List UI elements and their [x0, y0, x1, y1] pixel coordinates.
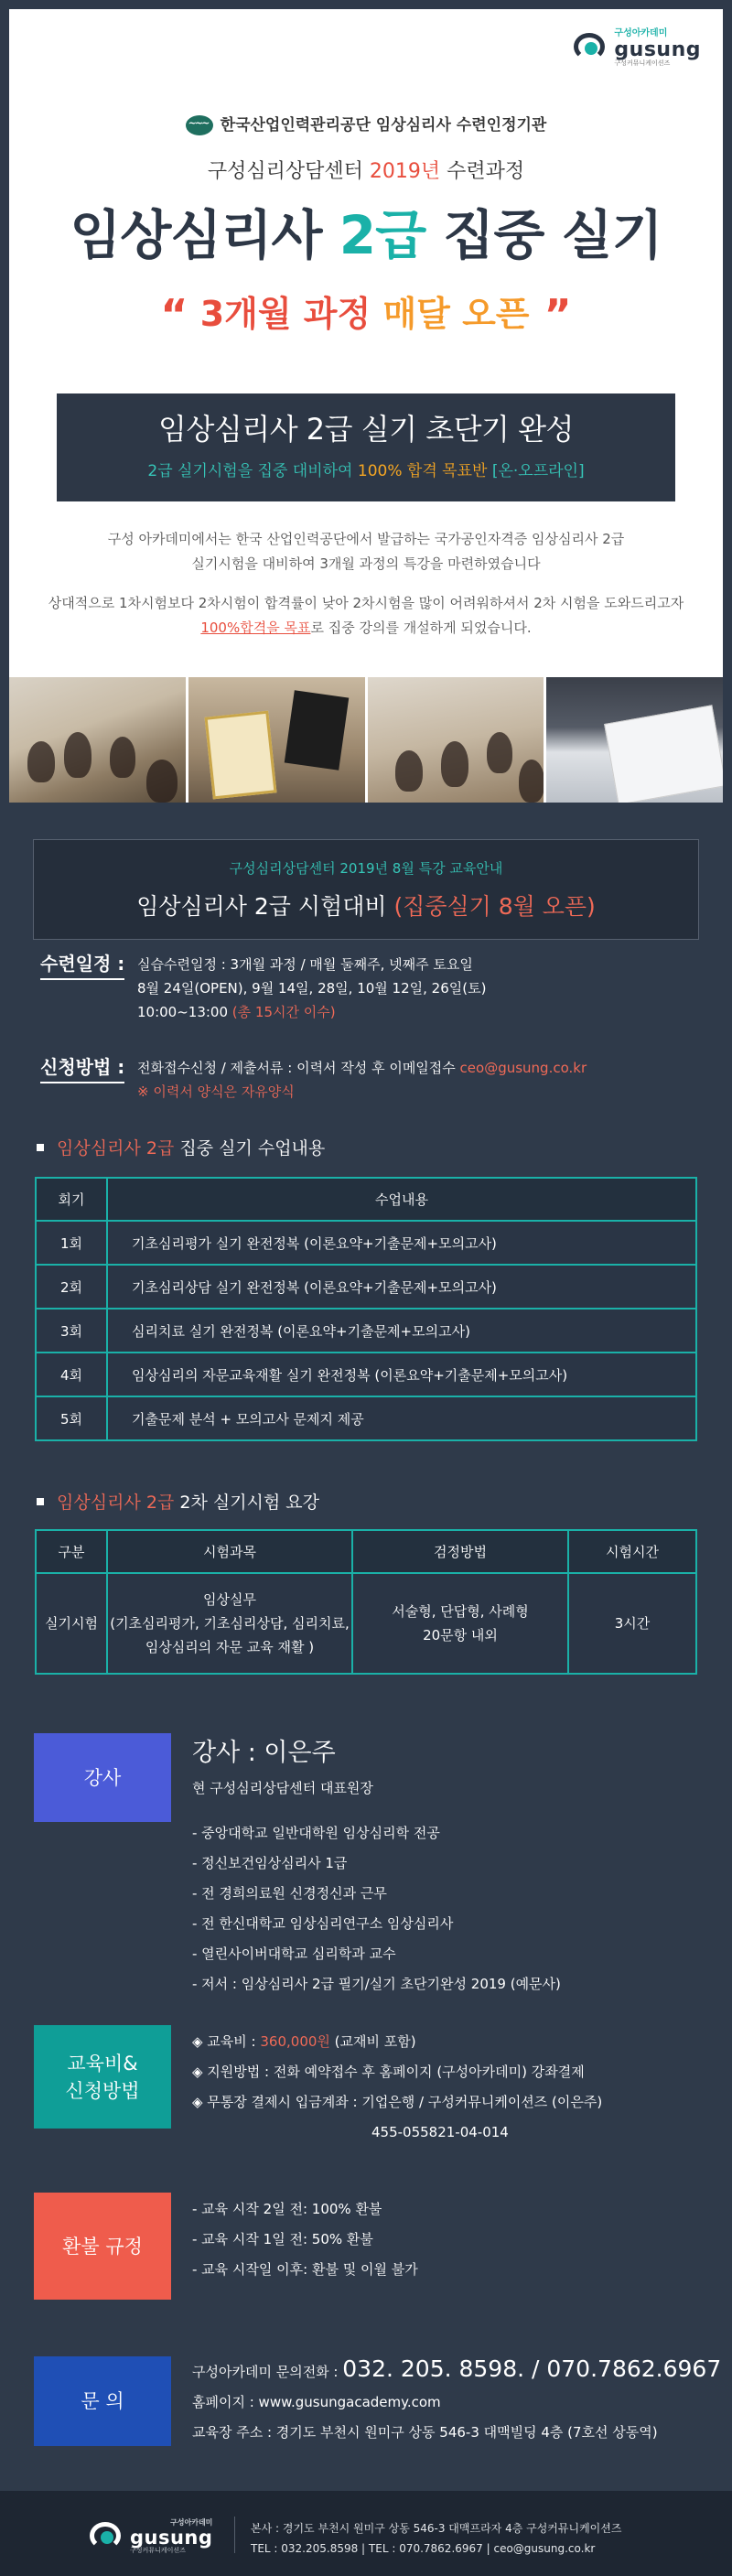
photo-strip [9, 677, 723, 803]
schedule-body: 실습수련일정 : 3개월 과정 / 매월 둘째주, 넷째주 토요일 8월 24일(OPEN), 9월 14일, 28일, 10월 12일, 26일(토) 10:00~13:00 (총 15시간 이수) [137, 956, 487, 1020]
main-title: 임상심리사 2급 집중 실기 [70, 204, 662, 266]
schedule-label: 수련일정 : [40, 949, 124, 980]
course-banner [57, 393, 675, 501]
homepage-link[interactable]: 홈페이지 : www.gusungacademy.com [192, 2394, 441, 2410]
fee-body: ◈ 교육비 : 360,000원 (교재비 포함) ◈ 지원방법 : 전화 예약접수 후 홈페이지 (구성아카데미) 강좌결제 ◈ 무통장 결제시 입금계좌 : 기업은행 / 구성커뮤니케이션즈 (이은주) 455-055821-04-014 [192, 2033, 603, 2140]
open-line: “ 3개월 과정 매달 오픈 ” [160, 290, 572, 340]
footer-divider [234, 2517, 235, 2553]
brand-logo[interactable] [572, 29, 701, 67]
table-row: 1회 기초심리평가 실기 완전정복 (이론요약+기출문제+모의고사) [36, 1221, 696, 1265]
notice-box [33, 839, 699, 940]
apply-label: 신청방법 : [40, 1052, 124, 1083]
list-item: - 교육 시작 2일 전: 100% 환불 [192, 2201, 382, 2217]
footer-text: 본사 : 경기도 부천시 원미구 상동 546-3 대맥프라자 4층 구성커뮤니케이션즈 TEL : 032.205.8598 | TEL : 070.7862.6967 | ceo@gusung.co.kr [251, 2522, 622, 2555]
list-item: - 교육 시작 1일 전: 50% 환불 [192, 2231, 373, 2247]
exam-heading: 임상심리사 2급 2차 실기시험 요강 [37, 1489, 319, 1514]
brand-tag: 구성커뮤니케이션즈 [614, 59, 671, 67]
col-content: 수업내용 [107, 1178, 696, 1221]
list-item: - 교육 시작일 이후: 환불 및 이월 불가 [192, 2261, 418, 2278]
schedule-row [40, 949, 699, 1040]
list-item: - 전 한신대학교 임상심리연구소 임상심리사 [192, 1915, 454, 1932]
center-line: 구성심리상담센터 2019년 수련과정 [207, 160, 525, 183]
list-item: - 열린사이버대학교 심리학과 교수 [192, 1945, 396, 1962]
exam-table: 구분 시험과목 검정방법 시험시간 실기시험 임상실무 (기초심리평가, 기초심리상담, 심리치료, 임상심리의 자문 교육 재활 ) 서술형, 단답형, 사례형 20문항 내외 3시간 [35, 1529, 697, 1675]
list-item: - 전 경희의료원 신경정신과 근무 [192, 1885, 387, 1902]
footer-brand[interactable]: 구성아카데미 gusung 구성커뮤니케이션즈 [88, 2518, 212, 2555]
banner-subtitle: 2급 실기시험을 집중 대비하여 100% 합격 목표반 [온·오프라인] [147, 462, 585, 480]
class-photo [368, 677, 544, 803]
list-item: - 저서 : 임상심리사 2급 필기/실기 초단기완성 2019 (예문사) [192, 1976, 561, 1992]
notice-line2: 임상심리사 2급 시험대비 (집중실기 8월 오픈) [136, 893, 596, 920]
gusung-logo-icon [88, 2518, 124, 2555]
refund-tag: 환불 규정 [34, 2193, 171, 2300]
email-link[interactable]: ceo@gusung.co.kr [459, 1060, 587, 1076]
lecturer-name: 강사 : 이은주 [192, 1739, 336, 1767]
course-heading: 임상심리사 2급 집중 실기 수업내용 [37, 1135, 325, 1159]
fee-tag: 교육비& 신청방법 [34, 2025, 171, 2129]
col-session: 회기 [36, 1178, 107, 1221]
class-photo [9, 677, 186, 803]
brand-name: gusung [614, 38, 701, 61]
certificate-photo [188, 677, 365, 803]
apply-row [40, 1052, 699, 1107]
refund-body [192, 2194, 418, 2285]
footer [0, 2491, 732, 2576]
lecturer-body [192, 1737, 561, 1999]
contact-body: 구성아카데미 문의전화 : 032. 205. 8598. / 070.7862.6967 홈페이지 : www.gusungacademy.com 교육장 주소 : 경기도 부천시 원미구 상동 546-3 대맥빌딩 4층 (7호선 상동역) [192, 2355, 722, 2441]
table-row: 3회 심리치료 실기 완전정복 (이론요약+기출문제+모의고사) [36, 1309, 696, 1353]
list-item: - 중앙대학교 일반대학원 임상심리학 전공 [192, 1825, 440, 1841]
lecturer-tag: 강사 [34, 1733, 171, 1822]
table-row: 2회 기초심리상담 실기 완전정복 (이론요약+기출문제+모의고사) [36, 1265, 696, 1309]
banner-title: 임상심리사 2급 실기 초단기 완성 [158, 412, 574, 447]
notice-line1: 구성심리상담센터 2019년 8월 특강 교육안내 [229, 860, 503, 877]
table-row: 5회 기출문제 분석 + 모의고사 문제지 제공 [36, 1396, 696, 1440]
lecturer-title: 현 구성심리상담센터 대표원장 [192, 1780, 373, 1796]
table-row: 실기시험 임상실무 (기초심리평가, 기초심리상담, 심리치료, 임상심리의 자문 교육 재활 ) 서술형, 단답형, 사례형 20문항 내외 3시간 [36, 1573, 696, 1674]
list-item: - 정신보건임상심리사 1급 [192, 1855, 348, 1871]
contact-tag: 문 의 [34, 2356, 171, 2446]
top-card [9, 9, 723, 803]
brand-sub: 구성아카데미 [614, 28, 668, 38]
apply-body: 전화접수신청 / 제출서류 : 이력서 작성 후 이메일접수 ceo@gusung.co.kr ※ 이력서 양식은 자유양식 [137, 1060, 587, 1100]
table-row: 4회 임상심리의 자문교육재활 실기 완전정복 (이론요약+기출문제+모의고사) [36, 1353, 696, 1396]
cert-line: ~~~한국산업인력관리공단 임상심리사 수련인정기관 [9, 112, 723, 135]
phone-number[interactable]: 032. 205. 8598. / 070.7862.6967 [342, 2355, 722, 2382]
textbook-photo [546, 677, 723, 803]
hrd-korea-logo-icon [186, 115, 213, 135]
intro-text: 구성 아카데미에서는 한국 산업인력공단에서 발급하는 국가공인자격증 임상심리사 2급 실기시험을 대비하여 3개월 과정의 특강을 마련하였습니다 상대적으로 1차시험보다 2차시험이 합격률이 낮아 2차시험을 많이 어려워하셔서 2차 시험을 도와드리고자 100%합격을 목표로 집중 강의를 개설하게 되었습니다. [48, 531, 684, 636]
course-table [35, 1177, 697, 1441]
gusung-logo-icon [572, 29, 608, 66]
